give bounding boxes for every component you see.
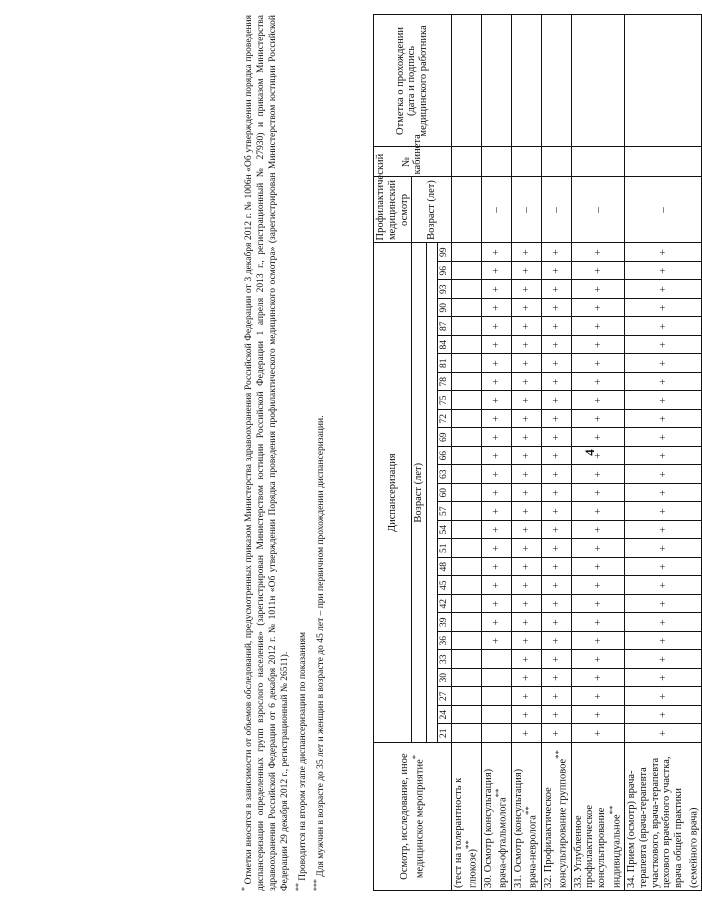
- mark-cell: +: [571, 558, 625, 577]
- mark-cell: +: [511, 299, 541, 318]
- age-cell: 51: [438, 539, 452, 558]
- mark-cell: +: [481, 373, 511, 392]
- mark-cell: +: [571, 706, 625, 725]
- mark-cell: +: [571, 317, 625, 336]
- mark-cell: +: [541, 243, 571, 262]
- mark-cell: +: [625, 373, 702, 392]
- prof-cell: –: [511, 177, 541, 243]
- header-age-blank: [427, 243, 438, 743]
- mark-cell: +: [541, 465, 571, 484]
- mark-cell: +: [571, 632, 625, 651]
- age-cell: 90: [438, 299, 452, 318]
- mark-cell: +: [511, 650, 541, 669]
- mark-cell: +: [481, 465, 511, 484]
- age-cell: 72: [438, 410, 452, 429]
- age-cell: 39: [438, 613, 452, 632]
- mark-cell: +: [625, 650, 702, 669]
- age-cell: 60: [438, 484, 452, 503]
- mark-cell: +: [481, 539, 511, 558]
- footnote-text: Проводится на втором этапе диспансеризации по показаниям: [297, 632, 308, 881]
- footnote-text: Отметки вносятся в зависимости от объемов обследований, предусмотренных приказом Министерства здравоохранения Российской Федерации от 3 декабря 2012 г. № 1006н «Об утверждении порядка проведения диспансеризации определенных групп взрослого населения» (зарегистрирован Министерством юстиции Российской Федерации 1 апреля 2013 г., регистрационный № 27930) и приказом Министерства здравоохранения Российской Федерации от 6 декабря 2012 г. № 1011н «Об утверждении Порядка проведения профилактического медицинского осмотра» (зарегистрирован Министерством юстиции Российской Федерации 29 декабря 2012 г., регистрационный № 26511).: [244, 14, 290, 891]
- row-label-sup: **: [523, 806, 534, 816]
- mark-cell: +: [571, 687, 625, 706]
- prof-cell: –: [571, 177, 625, 243]
- age-cell: 45: [438, 576, 452, 595]
- mark-cell: +: [481, 391, 511, 410]
- mark-cell: +: [541, 317, 571, 336]
- mark-cell: [451, 280, 481, 299]
- mark-cell: [451, 576, 481, 595]
- mark-sign-cell: [625, 15, 702, 147]
- mark-cell: +: [625, 391, 702, 410]
- mark-cell: +: [541, 373, 571, 392]
- mark-cell: [481, 687, 511, 706]
- prof-cell: –: [625, 177, 702, 243]
- mark-cell: +: [571, 410, 625, 429]
- mark-cell: [481, 724, 511, 743]
- table-row: [571, 15, 625, 891]
- mark-cell: +: [511, 558, 541, 577]
- row-label-text: 34. Прием (осмотр) врача-терапевта (врача-терапевта участкового, врача-терапевта цехового врачебного участка, врача общей практики (семейного врача): [626, 756, 700, 888]
- age-cell: 24: [438, 706, 452, 725]
- row-label: [481, 743, 511, 891]
- mark-cell: +: [541, 299, 571, 318]
- mark-cell: +: [625, 428, 702, 447]
- header-mark: Отметка о прохождении (дата и подпись медицинского работника: [374, 15, 452, 147]
- age-cell: 96: [438, 262, 452, 281]
- mark-cell: [451, 632, 481, 651]
- mark-cell: +: [571, 447, 625, 466]
- age-cell: 42: [438, 595, 452, 614]
- row-label-text: 31. Осмотр (консультация) врача-невролога: [512, 768, 539, 888]
- mark-cell: +: [625, 687, 702, 706]
- mark-cell: [451, 687, 481, 706]
- mark-cell: +: [481, 632, 511, 651]
- mark-cell: +: [511, 262, 541, 281]
- table-row: [511, 15, 541, 891]
- mark-cell: +: [541, 280, 571, 299]
- mark-cell: +: [571, 539, 625, 558]
- header-dispanserization: Диспансеризация: [374, 243, 412, 743]
- mark-cell: +: [571, 428, 625, 447]
- footnote-mark: **: [293, 883, 303, 891]
- mark-cell: +: [571, 613, 625, 632]
- mark-cell: +: [511, 687, 541, 706]
- age-cell: 30: [438, 669, 452, 688]
- mark-cell: +: [481, 336, 511, 355]
- age-cell: 54: [438, 521, 452, 540]
- mark-cell: +: [571, 391, 625, 410]
- mark-sign-cell: [451, 15, 481, 147]
- mark-cell: +: [571, 354, 625, 373]
- mark-cell: +: [511, 336, 541, 355]
- mark-cell: +: [511, 410, 541, 429]
- footnote-text: Для мужчин в возрасте до 35 лет и женщин в возрасте до 45 лет – при первичном прохождении диспансеризации.: [315, 415, 326, 877]
- age-cell: 84: [438, 336, 452, 355]
- header-age-prof: Возраст (лет): [412, 177, 451, 243]
- mark-cell: [451, 354, 481, 373]
- mark-cell: +: [481, 243, 511, 262]
- cabinet-cell: [625, 147, 702, 177]
- header-age-disp: Возраст (лет): [412, 243, 427, 743]
- mark-cell: +: [511, 373, 541, 392]
- mark-cell: +: [625, 613, 702, 632]
- cabinet-cell: [541, 147, 571, 177]
- age-cell: 93: [438, 280, 452, 299]
- row-label: [625, 743, 702, 891]
- mark-cell: +: [541, 391, 571, 410]
- mark-cell: +: [625, 706, 702, 725]
- mark-cell: +: [541, 576, 571, 595]
- mark-cell: +: [571, 502, 625, 521]
- mark-cell: +: [571, 724, 625, 743]
- cabinet-cell: [451, 147, 481, 177]
- age-cell: 57: [438, 502, 452, 521]
- mark-cell: [451, 484, 481, 503]
- mark-cell: +: [571, 373, 625, 392]
- age-cell: 69: [438, 428, 452, 447]
- mark-cell: +: [511, 447, 541, 466]
- age-cell: 27: [438, 687, 452, 706]
- mark-cell: +: [541, 595, 571, 614]
- mark-cell: +: [625, 539, 702, 558]
- mark-cell: +: [481, 595, 511, 614]
- age-cell: 75: [438, 391, 452, 410]
- mark-cell: +: [625, 558, 702, 577]
- mark-cell: +: [625, 280, 702, 299]
- mark-cell: [451, 502, 481, 521]
- age-cell: 66: [438, 447, 452, 466]
- row-label: [541, 743, 571, 891]
- mark-cell: +: [481, 280, 511, 299]
- footnote-mark: ***: [311, 879, 321, 891]
- mark-cell: +: [511, 243, 541, 262]
- mark-cell: +: [541, 336, 571, 355]
- mark-cell: +: [541, 632, 571, 651]
- mark-cell: +: [571, 521, 625, 540]
- mark-cell: +: [625, 299, 702, 318]
- mark-cell: +: [541, 447, 571, 466]
- mark-cell: +: [541, 706, 571, 725]
- cabinet-cell: [571, 147, 625, 177]
- mark-cell: +: [571, 576, 625, 595]
- mark-cell: +: [571, 650, 625, 669]
- mark-cell: +: [511, 354, 541, 373]
- mark-cell: +: [625, 336, 702, 355]
- age-cell: 21: [438, 724, 452, 743]
- mark-cell: +: [571, 280, 625, 299]
- mark-cell: +: [541, 428, 571, 447]
- mark-cell: [451, 539, 481, 558]
- table-row: [481, 15, 511, 891]
- footnotes: [240, 15, 330, 891]
- row-label-text: 30. Осмотр (консультация) врача-офтальмолога: [482, 768, 509, 888]
- mark-sign-cell: [541, 15, 571, 147]
- header-exam-sup: *: [409, 754, 420, 760]
- mark-cell: +: [625, 317, 702, 336]
- mark-cell: +: [481, 317, 511, 336]
- age-cell: 63: [438, 465, 452, 484]
- mark-cell: +: [511, 391, 541, 410]
- age-cell: 48: [438, 558, 452, 577]
- row-label: [571, 743, 625, 891]
- mark-cell: +: [481, 576, 511, 595]
- mark-cell: +: [625, 502, 702, 521]
- header-exam-text: Осмотр, исследование, иное медицинское мероприятие: [398, 753, 426, 880]
- mark-cell: [451, 706, 481, 725]
- mark-cell: +: [541, 262, 571, 281]
- mark-cell: +: [625, 484, 702, 503]
- prof-cell: –: [541, 177, 571, 243]
- mark-cell: +: [541, 650, 571, 669]
- mark-cell: +: [481, 428, 511, 447]
- mark-cell: +: [625, 724, 702, 743]
- page-number: 4: [582, 449, 597, 456]
- mark-cell: +: [511, 484, 541, 503]
- mark-cell: +: [625, 669, 702, 688]
- mark-cell: +: [511, 724, 541, 743]
- row-label-sup: **: [606, 805, 617, 815]
- mark-sign-cell: [571, 15, 625, 147]
- mark-cell: +: [511, 595, 541, 614]
- mark-cell: [451, 373, 481, 392]
- mark-cell: +: [571, 299, 625, 318]
- mark-cell: +: [511, 632, 541, 651]
- mark-cell: [451, 724, 481, 743]
- mark-cell: +: [541, 687, 571, 706]
- mark-cell: +: [511, 502, 541, 521]
- mark-cell: +: [625, 354, 702, 373]
- mark-cell: [451, 465, 481, 484]
- mark-cell: [451, 317, 481, 336]
- mark-cell: +: [625, 465, 702, 484]
- mark-cell: +: [541, 613, 571, 632]
- mark-cell: +: [625, 576, 702, 595]
- mark-cell: +: [541, 354, 571, 373]
- row-label-sup: **: [493, 788, 504, 798]
- mark-sign-cell: [511, 15, 541, 147]
- table-row: [625, 15, 702, 891]
- footnote: [240, 15, 292, 891]
- mark-cell: +: [511, 669, 541, 688]
- mark-cell: +: [571, 262, 625, 281]
- mark-cell: +: [625, 243, 702, 262]
- mark-cell: +: [511, 465, 541, 484]
- mark-cell: [451, 521, 481, 540]
- row-label-text: 32. Профилактическое консультирование групповое: [542, 758, 569, 888]
- mark-cell: +: [511, 317, 541, 336]
- table-row: [541, 15, 571, 891]
- mark-cell: +: [571, 595, 625, 614]
- mark-cell: +: [625, 262, 702, 281]
- header-exam: [374, 743, 452, 891]
- mark-cell: +: [571, 669, 625, 688]
- mark-cell: +: [625, 632, 702, 651]
- age-cell: 78: [438, 373, 452, 392]
- row-label: [451, 743, 481, 891]
- mark-cell: +: [481, 354, 511, 373]
- mark-cell: +: [481, 262, 511, 281]
- header-prof-exam: Профилактический медицинский осмотр: [374, 177, 412, 243]
- mark-cell: +: [571, 243, 625, 262]
- mark-cell: [451, 613, 481, 632]
- mark-cell: +: [511, 706, 541, 725]
- mark-cell: +: [541, 558, 571, 577]
- header-cabinet: № кабинета: [374, 147, 452, 177]
- row-label-sup: **: [463, 840, 474, 850]
- mark-cell: +: [511, 576, 541, 595]
- mark-cell: +: [511, 280, 541, 299]
- mark-cell: [451, 410, 481, 429]
- mark-cell: +: [481, 613, 511, 632]
- mark-cell: +: [541, 502, 571, 521]
- mark-cell: +: [541, 724, 571, 743]
- mark-cell: +: [511, 539, 541, 558]
- mark-cell: +: [541, 539, 571, 558]
- mark-cell: +: [625, 447, 702, 466]
- mark-cell: +: [481, 410, 511, 429]
- mark-cell: [481, 706, 511, 725]
- mark-cell: +: [541, 484, 571, 503]
- mark-cell: +: [481, 484, 511, 503]
- mark-cell: [451, 391, 481, 410]
- mark-cell: [451, 447, 481, 466]
- mark-cell: +: [511, 521, 541, 540]
- mark-cell: +: [571, 484, 625, 503]
- mark-cell: [451, 299, 481, 318]
- mark-cell: +: [511, 428, 541, 447]
- prof-cell: –: [481, 177, 511, 243]
- mark-sign-cell: [481, 15, 511, 147]
- table-row: [451, 15, 481, 891]
- mark-cell: [481, 669, 511, 688]
- mark-cell: +: [541, 521, 571, 540]
- footnote-mark: *: [240, 887, 249, 891]
- prof-cell: [451, 177, 481, 243]
- mark-cell: +: [541, 669, 571, 688]
- mark-cell: [481, 650, 511, 669]
- row-label-text: 33. Углубленное профилактическое консультирование индивидуальное: [572, 804, 623, 888]
- mark-cell: [451, 262, 481, 281]
- age-cell: 33: [438, 650, 452, 669]
- footnote: [312, 15, 328, 891]
- mark-cell: +: [625, 595, 702, 614]
- mark-cell: +: [481, 299, 511, 318]
- mark-cell: +: [481, 521, 511, 540]
- cabinet-cell: [511, 147, 541, 177]
- mark-cell: +: [481, 447, 511, 466]
- dispanserization-table: [373, 14, 702, 891]
- age-cell: 99: [438, 243, 452, 262]
- mark-cell: +: [625, 521, 702, 540]
- cabinet-cell: [481, 147, 511, 177]
- mark-cell: +: [541, 410, 571, 429]
- mark-cell: [451, 669, 481, 688]
- row-label-sup: **: [553, 750, 564, 759]
- mark-cell: [451, 243, 481, 262]
- age-cell: 87: [438, 317, 452, 336]
- mark-cell: [451, 558, 481, 577]
- mark-cell: [451, 336, 481, 355]
- mark-cell: +: [571, 336, 625, 355]
- row-label: [511, 743, 541, 891]
- mark-cell: +: [625, 410, 702, 429]
- mark-cell: [451, 650, 481, 669]
- mark-cell: [451, 428, 481, 447]
- mark-cell: +: [481, 502, 511, 521]
- mark-cell: +: [511, 613, 541, 632]
- row-label-text: (тест на толерантность к глюкозе): [452, 777, 479, 888]
- footnote: [294, 15, 310, 891]
- mark-cell: +: [571, 465, 625, 484]
- mark-cell: [451, 595, 481, 614]
- age-cell: 81: [438, 354, 452, 373]
- mark-cell: +: [481, 558, 511, 577]
- age-cell: 36: [438, 632, 452, 651]
